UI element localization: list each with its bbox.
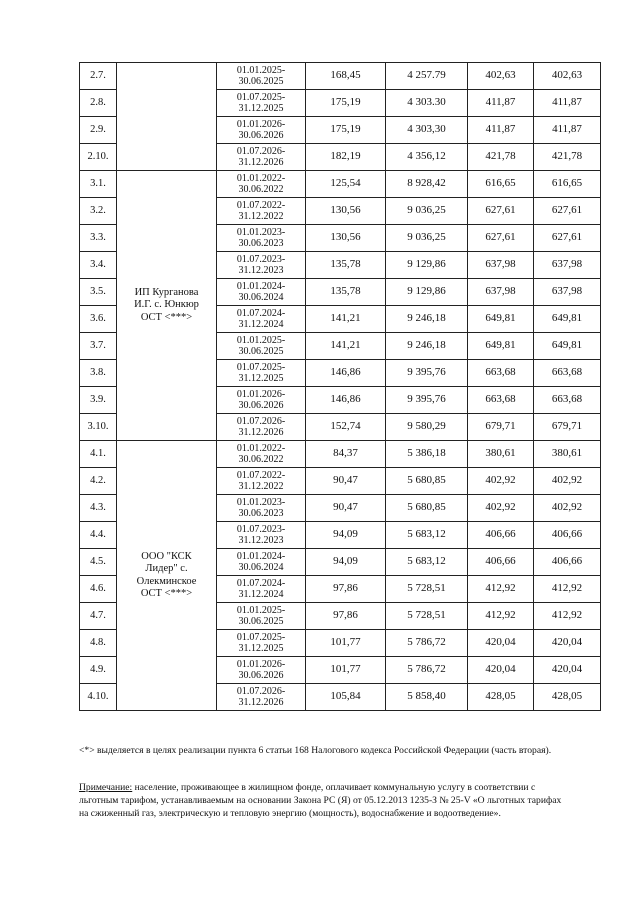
row-number: 3.1.: [80, 171, 117, 198]
value-cell: 406,66: [534, 522, 601, 549]
value-cell: 5 683,12: [386, 522, 468, 549]
period-to: 31.12.2024: [238, 589, 284, 600]
period-from: 01.01.2024-: [236, 280, 286, 292]
period-to: 31.12.2025: [238, 373, 284, 384]
value-cell: 420,04: [534, 657, 601, 684]
period-to: 30.06.2023: [238, 508, 284, 519]
value-cell: 649,81: [468, 333, 534, 360]
row-number: 4.6.: [80, 576, 117, 603]
value-cell: 130,56: [306, 225, 386, 252]
row-number: 4.4.: [80, 522, 117, 549]
period-from: 01.01.2022-: [236, 442, 286, 454]
row-number: 2.10.: [80, 144, 117, 171]
period-from: 01.07.2025-: [236, 631, 286, 643]
value-cell: 9 395,76: [386, 387, 468, 414]
value-cell: 627,61: [534, 198, 601, 225]
value-cell: 9 580,29: [386, 414, 468, 441]
period-to: 31.12.2022: [238, 481, 284, 492]
period-from: 01.07.2025-: [236, 91, 286, 103]
organization-line: ИП Курганова: [134, 287, 199, 299]
value-cell: 146,86: [306, 387, 386, 414]
organization-line: И.Г. с. Юнкюр: [134, 299, 199, 311]
period-to: 30.06.2022: [238, 184, 284, 195]
period-from: 01.01.2022-: [236, 172, 286, 184]
period-cell: [217, 252, 306, 279]
period-from: 01.07.2024-: [236, 577, 286, 589]
value-cell: 182,19: [306, 144, 386, 171]
period-to: 30.06.2026: [238, 670, 284, 681]
row-number: 4.9.: [80, 657, 117, 684]
period-from: 01.01.2025-: [236, 604, 286, 616]
value-cell: 5 728,51: [386, 576, 468, 603]
value-cell: 402,92: [468, 495, 534, 522]
period-cell: [217, 117, 306, 144]
period-cell: [217, 198, 306, 225]
value-cell: 94,09: [306, 522, 386, 549]
period-cell: [217, 414, 306, 441]
value-cell: 9 129,86: [386, 279, 468, 306]
row-number: 2.8.: [80, 90, 117, 117]
value-cell: 649,81: [468, 306, 534, 333]
value-cell: 679,71: [468, 414, 534, 441]
value-cell: 4 257.79: [386, 63, 468, 90]
value-cell: 97,86: [306, 603, 386, 630]
period-to: 30.06.2022: [238, 454, 284, 465]
value-cell: 5 680,85: [386, 468, 468, 495]
period-to: 30.06.2024: [238, 292, 284, 303]
period-to: 30.06.2025: [238, 76, 284, 87]
row-number: 4.3.: [80, 495, 117, 522]
organization-line: Олекминское: [136, 575, 197, 587]
value-cell: 627,61: [468, 225, 534, 252]
value-cell: 380,61: [534, 441, 601, 468]
value-cell: 406,66: [534, 549, 601, 576]
period-cell: [217, 171, 306, 198]
value-cell: 411,87: [468, 117, 534, 144]
period-from: 01.01.2025-: [236, 64, 286, 76]
value-cell: 421,78: [468, 144, 534, 171]
value-cell: 411,87: [534, 90, 601, 117]
value-cell: 90,47: [306, 468, 386, 495]
period-from: 01.01.2023-: [236, 496, 286, 508]
value-cell: 616,65: [534, 171, 601, 198]
value-cell: 175,19: [306, 90, 386, 117]
value-cell: 4 356,12: [386, 144, 468, 171]
period-to: 30.06.2025: [238, 346, 284, 357]
period-to: 30.06.2026: [238, 130, 284, 141]
value-cell: 616,65: [468, 171, 534, 198]
row-number: 2.7.: [80, 63, 117, 90]
value-cell: 141,21: [306, 306, 386, 333]
period-to: 31.12.2025: [238, 643, 284, 654]
period-from: 01.01.2026-: [236, 658, 286, 670]
value-cell: 125,54: [306, 171, 386, 198]
value-cell: 9 129,86: [386, 252, 468, 279]
period-to: 31.12.2022: [238, 211, 284, 222]
period-cell: [217, 90, 306, 117]
period-cell: [217, 441, 306, 468]
period-cell: [217, 468, 306, 495]
value-cell: 402,63: [468, 63, 534, 90]
value-cell: 380,61: [468, 441, 534, 468]
period-from: 01.07.2023-: [236, 253, 286, 265]
value-cell: 5 858,40: [386, 684, 468, 711]
value-cell: 97,86: [306, 576, 386, 603]
period-to: 31.12.2026: [238, 157, 284, 168]
period-cell: [217, 387, 306, 414]
table-row: [80, 171, 601, 198]
value-cell: 9 036,25: [386, 198, 468, 225]
row-number: 3.3.: [80, 225, 117, 252]
value-cell: 663,68: [534, 387, 601, 414]
period-from: 01.01.2026-: [236, 388, 286, 400]
value-cell: 412,92: [468, 603, 534, 630]
value-cell: 5 683,12: [386, 549, 468, 576]
value-cell: 9 036,25: [386, 225, 468, 252]
value-cell: 135,78: [306, 279, 386, 306]
value-cell: 402,92: [534, 495, 601, 522]
period-from: 01.07.2026-: [236, 685, 286, 697]
value-cell: 428,05: [534, 684, 601, 711]
row-number: 3.8.: [80, 360, 117, 387]
period-cell: [217, 549, 306, 576]
row-number: 3.4.: [80, 252, 117, 279]
value-cell: 402,63: [534, 63, 601, 90]
row-number: 4.5.: [80, 549, 117, 576]
value-cell: 130,56: [306, 198, 386, 225]
row-number: 3.6.: [80, 306, 117, 333]
period-from: 01.07.2026-: [236, 415, 286, 427]
value-cell: 141,21: [306, 333, 386, 360]
value-cell: 411,87: [468, 90, 534, 117]
period-cell: [217, 225, 306, 252]
organization-cell: [117, 441, 217, 711]
period-to: 30.06.2023: [238, 238, 284, 249]
value-cell: 9 246,18: [386, 333, 468, 360]
value-cell: 649,81: [534, 333, 601, 360]
value-cell: 679,71: [534, 414, 601, 441]
row-number: 4.10.: [80, 684, 117, 711]
row-number: 4.1.: [80, 441, 117, 468]
value-cell: 411,87: [534, 117, 601, 144]
period-to: 30.06.2025: [238, 616, 284, 627]
period-to: 31.12.2023: [238, 265, 284, 276]
value-cell: 428,05: [468, 684, 534, 711]
value-cell: 105,84: [306, 684, 386, 711]
value-cell: 627,61: [534, 225, 601, 252]
period-from: 01.01.2023-: [236, 226, 286, 238]
row-number: 3.5.: [80, 279, 117, 306]
period-cell: [217, 306, 306, 333]
organization-line: Лидер" с.: [145, 563, 188, 575]
organization-cell: [117, 171, 217, 441]
value-cell: 94,09: [306, 549, 386, 576]
row-number: 3.9.: [80, 387, 117, 414]
period-cell: [217, 630, 306, 657]
period-cell: [217, 63, 306, 90]
row-number: 3.10.: [80, 414, 117, 441]
period-from: 01.01.2026-: [236, 118, 286, 130]
value-cell: 406,66: [468, 549, 534, 576]
period-to: 31.12.2026: [238, 697, 284, 708]
value-cell: 402,92: [468, 468, 534, 495]
row-number: 4.2.: [80, 468, 117, 495]
period-cell: [217, 360, 306, 387]
value-cell: 412,92: [468, 576, 534, 603]
value-cell: 168,45: [306, 63, 386, 90]
period-cell: [217, 522, 306, 549]
note-label: Примечание:: [79, 782, 133, 793]
value-cell: 649,81: [534, 306, 601, 333]
value-cell: 5 386,18: [386, 441, 468, 468]
value-cell: 402,92: [534, 468, 601, 495]
value-cell: 5 786,72: [386, 657, 468, 684]
period-from: 01.01.2025-: [236, 334, 286, 346]
value-cell: 420,04: [468, 630, 534, 657]
value-cell: 152,74: [306, 414, 386, 441]
value-cell: 420,04: [534, 630, 601, 657]
value-cell: 5 680,85: [386, 495, 468, 522]
value-cell: 627,61: [468, 198, 534, 225]
period-cell: [217, 333, 306, 360]
value-cell: 5 728,51: [386, 603, 468, 630]
period-to: 31.12.2025: [238, 103, 284, 114]
period-cell: [217, 279, 306, 306]
value-cell: 663,68: [534, 360, 601, 387]
value-cell: 412,92: [534, 603, 601, 630]
value-cell: 101,77: [306, 630, 386, 657]
organization-line: ООО "КСК: [141, 551, 192, 563]
period-from: 01.01.2024-: [236, 550, 286, 562]
value-cell: 8 928,42: [386, 171, 468, 198]
value-cell: 663,68: [468, 360, 534, 387]
value-cell: 146,86: [306, 360, 386, 387]
period-cell: [217, 576, 306, 603]
row-number: 3.2.: [80, 198, 117, 225]
period-from: 01.07.2022-: [236, 469, 286, 481]
period-from: 01.07.2024-: [236, 307, 286, 319]
value-cell: 9 395,76: [386, 360, 468, 387]
row-number: 2.9.: [80, 117, 117, 144]
value-cell: 637,98: [534, 252, 601, 279]
period-cell: [217, 144, 306, 171]
footnote: <*> выделяется в целях реализации пункта 6 статьи 168 Налогового кодекса Российской Федерации (часть вторая).: [79, 745, 552, 756]
value-cell: 135,78: [306, 252, 386, 279]
period-cell: [217, 495, 306, 522]
value-cell: 412,92: [534, 576, 601, 603]
note-text: население, проживающее в жилищном фонде, оплачивает коммунальную услугу в соответствии с льготным тарифом, устанавливаемым на основании Закона РС (Я) от 05.12.2013 1235-З № 25-V «О льготных тарифах на сжиженный газ, электрическую и тепловую энергию (мощность), водоснабжение и водоотведение».: [79, 782, 562, 820]
value-cell: 420,04: [468, 657, 534, 684]
note: [79, 781, 565, 820]
table-row: [80, 441, 601, 468]
value-cell: 637,98: [468, 279, 534, 306]
table-row: [80, 63, 601, 90]
tariff-table: [79, 62, 601, 711]
organization-line: ОСТ <***>: [140, 311, 193, 323]
value-cell: 4 303.30: [386, 90, 468, 117]
organization-line: ОСТ <***>: [140, 587, 193, 599]
period-from: 01.07.2023-: [236, 523, 286, 535]
value-cell: 663,68: [468, 387, 534, 414]
value-cell: 84,37: [306, 441, 386, 468]
value-cell: 175,19: [306, 117, 386, 144]
period-from: 01.07.2022-: [236, 199, 286, 211]
period-from: 01.07.2025-: [236, 361, 286, 373]
period-from: 01.07.2026-: [236, 145, 286, 157]
organization-cell: [117, 63, 217, 171]
row-number: 3.7.: [80, 333, 117, 360]
value-cell: 101,77: [306, 657, 386, 684]
period-to: 30.06.2024: [238, 562, 284, 573]
period-to: 30.06.2026: [238, 400, 284, 411]
value-cell: 421,78: [534, 144, 601, 171]
row-number: 4.7.: [80, 603, 117, 630]
period-cell: [217, 684, 306, 711]
row-number: 4.8.: [80, 630, 117, 657]
value-cell: 637,98: [468, 252, 534, 279]
period-cell: [217, 657, 306, 684]
value-cell: 406,66: [468, 522, 534, 549]
period-to: 31.12.2023: [238, 535, 284, 546]
value-cell: 637,98: [534, 279, 601, 306]
value-cell: 9 246,18: [386, 306, 468, 333]
period-to: 31.12.2026: [238, 427, 284, 438]
period-cell: [217, 603, 306, 630]
period-to: 31.12.2024: [238, 319, 284, 330]
value-cell: 4 303,30: [386, 117, 468, 144]
value-cell: 5 786,72: [386, 630, 468, 657]
value-cell: 90,47: [306, 495, 386, 522]
